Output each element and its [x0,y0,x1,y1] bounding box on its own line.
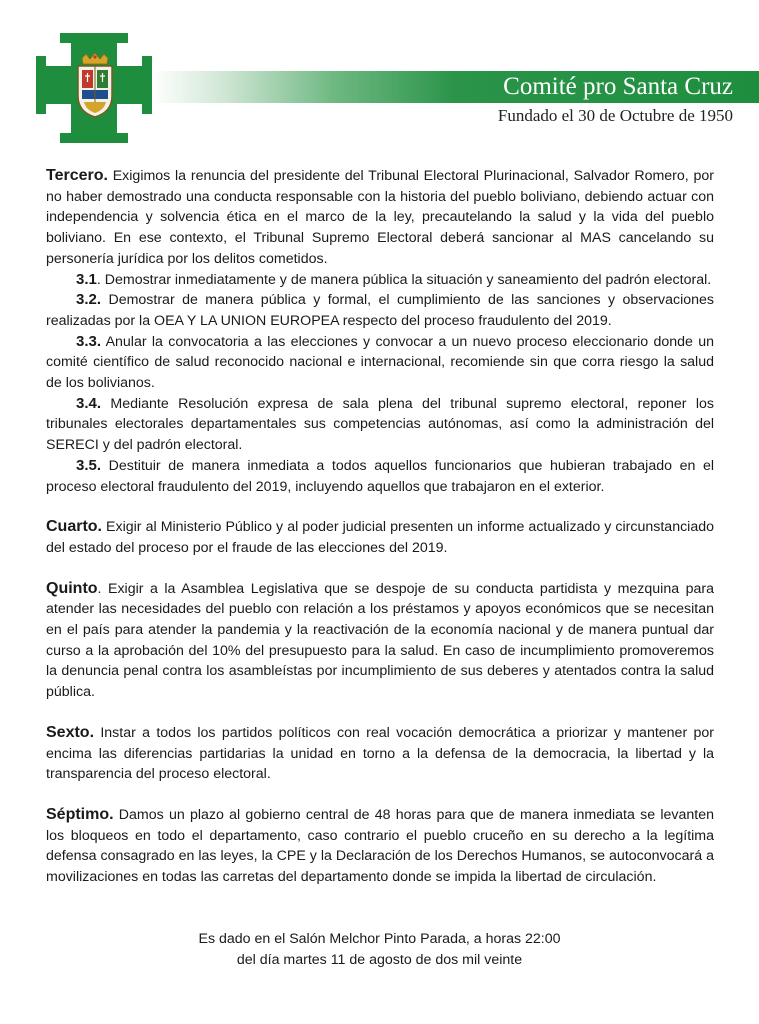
document-body [46,166,714,888]
section-label: Tercero. [46,167,108,184]
section-label: Sexto. [46,723,95,741]
section-text: Exigir al Ministerio Público y al poder judicial presenten un informe actualizado y circunstanciado del estado del proceso por el fraude de las elecciones del 2019. [46,519,714,556]
item-3-4 [46,394,714,456]
section-text: Instar a todos los partidos políticos con real vocación democrática a priorizar y mantener por encima las diferencias partidarias la unidad en torno a la defensa de la democracia, la libertad y la transparencia del proceso electoral. [46,724,714,783]
item-text: Destituir de manera inmediata a todos aquellos funcionarios que hubieran trabajado en el proceso electoral fraudulento del 2019, incluyendo aquellos que trabajaron en el exterior. [46,457,714,495]
section-text: Exigimos la renuncia del presidente del Tribunal Electoral Plurinacional, Salvador Romero, por no haber demostrado una conducta responsable con la historia del pueblo boliviano, debiendo actuar con independencia y solvencia ética en el marco de la ley, precautelando la salud y la vida del pueblo boliviano. En ese contexto, el Tribunal Supremo Electoral deberá sancionar al MAS cancelando su personería jurídica por los delitos cometidos. [46,168,714,267]
closing-statement [0,929,759,971]
letterhead [0,0,759,150]
item-text: Mediante Resolución expresa de sala plena del tribunal supremo electoral, reponer los tribunales electorales departamentales sus competencias autónomas, así como la administración del SERECI y del padrón electoral. [46,395,714,454]
item-3-1 [46,270,714,291]
item-number: 3.3. [76,332,102,350]
organization-name: Comité pro Santa Cruz [503,73,733,100]
section-text: . Exigir a la Asamblea Legislativa que se despoje de su conducta partidista y mezquina para atender las necesidades del pueblo con relación a los préstamos y apoyos económicos que se necesitan en el país para atender la pandemia y la reactivación de la economía nacional y de manera puntual dar curso a la aprobación del 10% del presupuesto para la salud. En caso de incumplimiento promoveremos la denuncia penal contra los asambleístas por incumplimiento de sus deberes y atentados contra la salud pública. [46,580,714,701]
paragraph-tercero [46,166,714,270]
item-number: 3.5. [76,456,102,474]
section-label: Séptimo. [46,805,114,823]
closing-line-2: del día martes 11 de agosto de dos mil veinte [236,952,523,968]
paragraph-septimo [46,805,714,888]
coat-of-arms-shield-icon [74,52,116,118]
item-3-2 [46,290,714,331]
item-number: 3.2. [76,291,102,309]
section-text: Damos un plazo al gobierno central de 48 horas para que de manera inmediata se levanten los bloqueos en todo el departamento, caso contrario el pueblo cruceño en su derecho a la legítima defensa consagrado en las leyes, la CPE y la Declaración de los Derechos Humanos, se autoconvocará a movilizaciones en todas las carretas del departamento donde se impida la libertad de circulación. [46,806,714,886]
item-3-5 [46,456,714,497]
item-text: Anular la convocatoria a las elecciones y convocar a un nuevo proceso eleccionario donde un comité científico de salud reconocido nacional e internacional, recomiende sin que corra riesgo la salud de los bolivianos. [46,333,714,392]
item-number: 3.1 [76,270,97,288]
item-3-3 [46,332,714,394]
paragraph-cuarto [46,517,714,558]
item-text: Demostrar de manera pública y formal, el cumplimiento de las sanciones y observaciones realizadas por la OEA Y LA UNION EUROPEA respecto del proceso fraudulento del 2019. [46,292,714,329]
closing-line-1: Es dado en el Salón Melchor Pinto Parada, a horas 22:00 [198,931,561,947]
paragraph-sexto [46,723,714,785]
item-text: . Demostrar inmediatamente y de manera pública la situación y saneamiento del padrón electoral. [96,271,712,288]
item-number: 3.4. [76,394,102,412]
founded-date: Fundado el 30 de Octubre de 1950 [497,106,733,125]
section-label: Quinto [46,579,98,597]
paragraph-quinto [46,579,714,703]
section-label: Cuarto. [46,518,102,536]
